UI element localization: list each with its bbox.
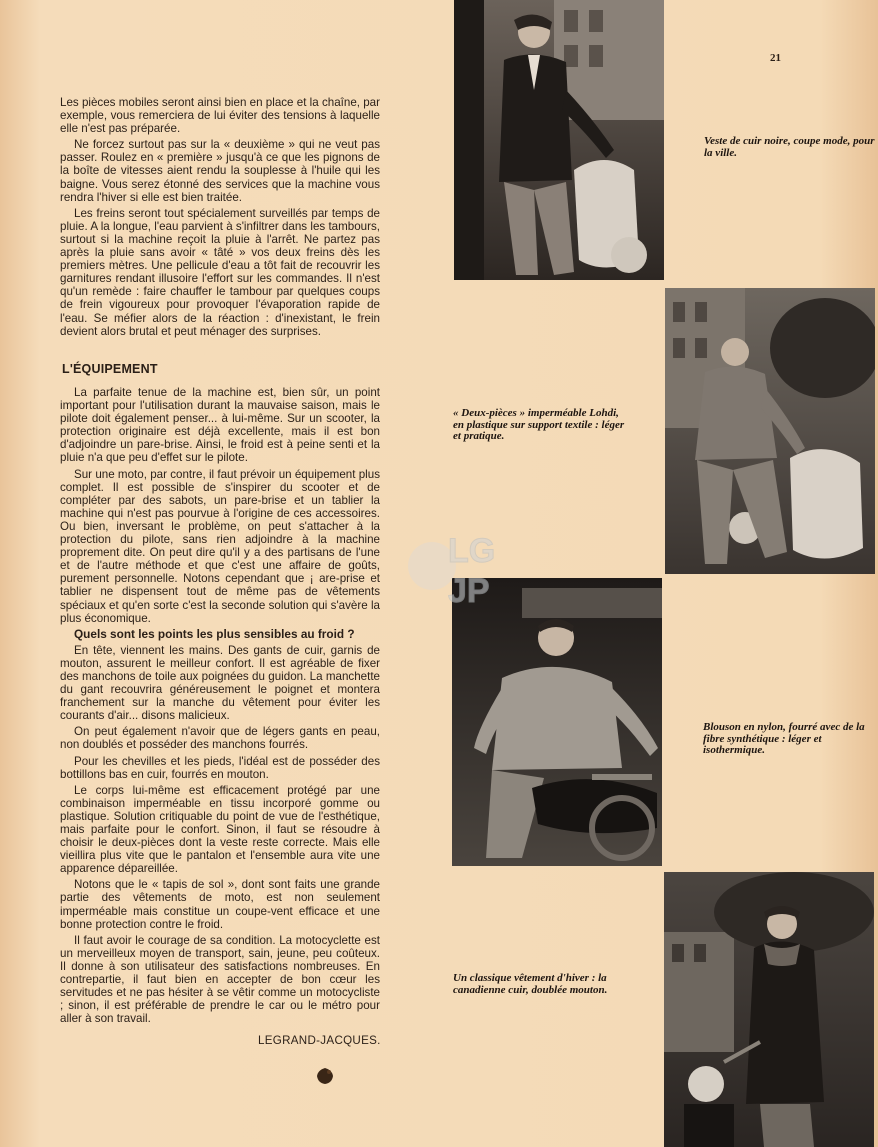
photo-nylon-jacket [452,578,662,866]
svg-text:JP: JP [448,572,490,610]
section-heading: L'ÉQUIPEMENT [62,362,158,376]
caption-two-piece: « Deux-pièces » imperméable Lohdi, en plastique sur support textile : léger et pratique. [453,407,625,443]
watermark-logo [402,522,514,612]
photo-nylon-jacket-image [452,578,662,866]
article-intro [60,96,380,341]
paragraph: On peut également n'avoir que de légers gants en peau, non doublés et posséder des manchons fourrés. [60,725,380,752]
paragraph: Le corps lui-même est efficacement protégé par une combinaison imperméable en tissu incorporé gomme ou plastique. Solution critiquable du point de vue de l'esthétique, mais parfaite pour le confort. Sinon, il faut se résoudre à choisir le deux-pièces dont la veste reste correcte. Mais elle vieillira plus vite que le pantalon et l'ensemble aura vite une apparence dépareillée. [60,783,380,876]
photo-two-piece-image [665,288,875,574]
photo-canadienne [664,872,874,1147]
photo-two-piece [665,288,875,574]
subheading: Quels sont les points les plus sensibles au froid ? [74,626,355,641]
paragraph: En tête, viennent les mains. Des gants de cuir, garnis de mouton, assurent le meilleur confort. Il est agréable de fixer des manchons de toile aux poignées du guidon. La manchette du gant recouvrira généreusement le poignet et montera franchement sur la manche du vêtement pour éviter les courants d'air... disons malicieux. [60,643,380,723]
paragraph: Pour les chevilles et les pieds, l'idéal est de posséder des bottillons bas en cuir, fourrés en mouton. [60,754,380,781]
article-body [60,386,380,1028]
paragraph: Les pièces mobiles seront ainsi bien en place et la chaîne, par exemple, vous remerciera de lui éviter des tensions à laquelle elle n'est pas préparée. [60,96,380,136]
paragraph: Il faut avoir le courage de sa condition. La motocyclette est un merveilleux moyen de transport, sain, jeune, peu coûteux. Il donne à son utilisateur des satisfactions nombreuses. En contrepartie, il faut bien en accepter de bon cœur les servitudes et ne pas hésiter à se vêtir comme un motocycliste ; sinon, il est préférable de prendre le car ou le métro pour aller à son travail. [60,933,380,1026]
paragraph: La parfaite tenue de la machine est, bien sûr, un point important pour l'utilisation durant la mauvaise saison, mais le pilote doit également penser... à lui-même. Sur un scooter, la protection originaire est déjà excellente, mais il est bon d'adjoindre un pare-brise. Ainsi, le froid est à peine senti et la pluie n'a que peu d'effet sur le pilote. [60,386,380,465]
paragraph: Les freins seront tout spécialement surveillés par temps de pluie. A la longue, l'eau parvient à s'infiltrer dans les tambours, surtout si la machine reçoit la pluie à l'arrêt. Ne partez pas après la pluie sans avoir « tâté » vos deux freins dès les premiers mètres. Une pellicule d'eau a tôt fait de recouvrir les garnitures rendant illusoire l'effort sur les commandes. Il n'est qu'un remède : faire chauffer le tambour par quelques coups de frein vigoureux pour provoquer l'évaporation rapide de l'eau. Se méfier alors de la réaction : d'inexistant, le frein devient alors brutal et peut ménager des surprises. [60,206,380,338]
photo-canadienne-image [664,872,874,1147]
photo-leather-jacket [454,0,664,280]
page-number: 21 [770,52,781,64]
caption-nylon-jacket: Blouson en nylon, fourré avec de la fibre synthétique : léger et isothermique. [703,721,865,757]
paragraph: Notons que le « tapis de sol », dont sont faits une grande partie des vêtements de moto, est non seulement imperméable mais constitue un coupe-vent efficace et une bonne protection contre le froid. [60,878,380,931]
watermark-text: LG [448,532,496,570]
author-signature: LEGRAND-JACQUES. [258,1034,381,1047]
paragraph: Sur une moto, par contre, il faut prévoir un équipement plus complet. Il est possible de s'inspirer du scooter et de compléter par des sabots, un pare-brise et un tablier la machine qui n'est pas pourvue à l'origine de ces accessoires. Ou bien, inversant le problème, on peut s'attacher à la protection du pilote, sans rien adjoindre à la machine proprement dite. On peut dire qu'il y a des partisans de l'une et de l'autre méthode et que c'est une affaire de goûts, purement personnelle. Notons cependant que ¡ are-prise et tablier ne dispensent tout de même pas de vêtements spéciaux et qu'en sorte c'est la seconde solution qui s'avère la plus économique. [60,467,380,625]
paragraph: Ne forcez surtout pas sur la « deuxième » qui ne veut pas passer. Roulez en « première » jusqu'à ce que les pignons de la boîte de vitesses aient rendu la souplesse à l'huile qui les baigne. Vous serez étonné des services que la machine vous rendra l'hiver si elle est bien traitée. [60,138,380,204]
ink-stain [314,1066,336,1086]
caption-canadienne: Un classique vêtement d'hiver : la canadienne cuir, doublée mouton. [453,972,608,996]
photo-leather-jacket-image [454,0,664,280]
caption-leather-jacket: Veste de cuir noire, coupe mode, pour la ville. [704,135,875,159]
